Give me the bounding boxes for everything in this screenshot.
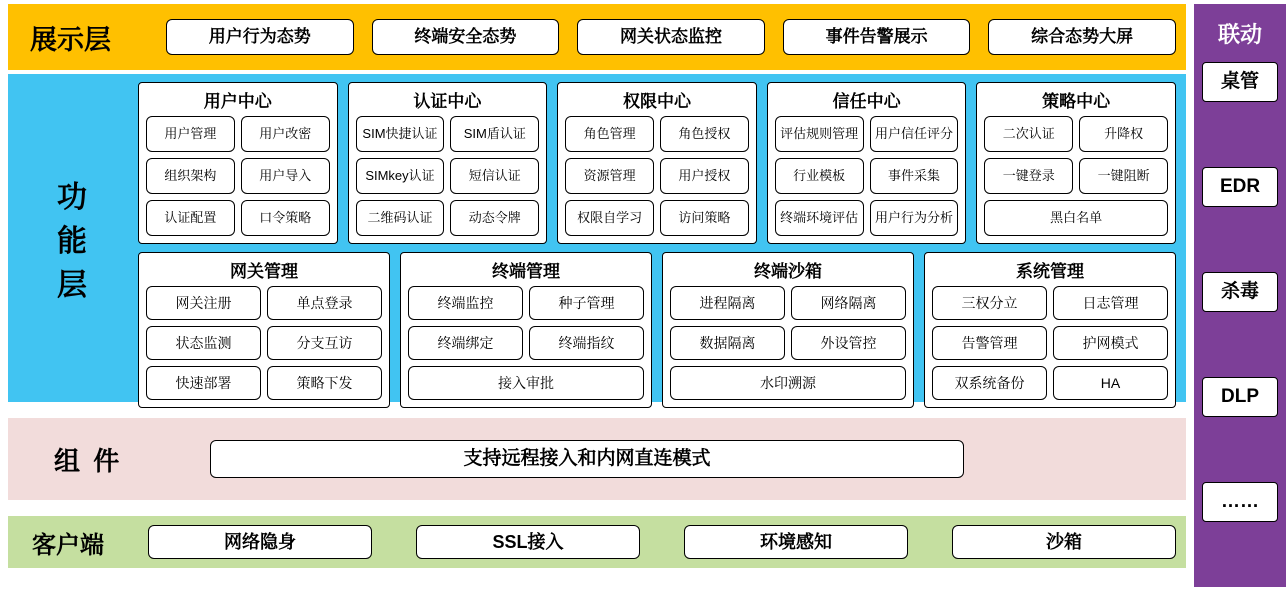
group-system-management (924, 252, 1176, 408)
group-item[interactable]: 分支互访 (267, 326, 382, 360)
group-user-center (138, 82, 338, 244)
component-mode-bar[interactable]: 支持远程接入和内网直连模式 (210, 440, 964, 478)
display-item[interactable]: 事件告警展示 (783, 19, 971, 55)
group-item[interactable]: 单点登录 (267, 286, 382, 320)
group-item[interactable]: 一键登录 (984, 158, 1073, 194)
group-item[interactable]: SIMkey认证 (356, 158, 445, 194)
group-item[interactable]: 外设管控 (791, 326, 906, 360)
group-item[interactable]: 日志管理 (1053, 286, 1168, 320)
group-item[interactable]: 一键阻断 (1079, 158, 1168, 194)
group-item[interactable]: 用户改密 (241, 116, 330, 152)
group-item[interactable]: 口令策略 (241, 200, 330, 236)
group-item[interactable]: 双系统备份 (932, 366, 1047, 400)
group-title: 信任中心 (832, 92, 901, 111)
group-item[interactable]: 角色授权 (660, 116, 749, 152)
group-items (775, 116, 959, 236)
group-item[interactable]: 网络隔离 (791, 286, 906, 320)
function-row-bottom (138, 252, 1176, 408)
linkage-column-title: 联动 (1217, 21, 1262, 47)
group-item[interactable]: 用户导入 (241, 158, 330, 194)
group-item[interactable]: 用户行为分析 (870, 200, 959, 236)
function-title-char: 层 (57, 269, 89, 302)
linkage-item-dlp[interactable]: DLP (1202, 377, 1278, 417)
group-title: 策略中心 (1042, 92, 1111, 111)
group-item[interactable]: 事件采集 (870, 158, 959, 194)
group-item[interactable]: 数据隔离 (670, 326, 785, 360)
component-layer (8, 418, 1186, 500)
group-title: 终端沙箱 (754, 262, 822, 281)
group-items (146, 286, 382, 400)
group-items (984, 116, 1168, 236)
display-item[interactable]: 用户行为态势 (166, 19, 354, 55)
function-layer (8, 74, 1186, 402)
linkage-item-more[interactable]: …… (1202, 482, 1278, 522)
group-item[interactable]: 用户信任评分 (870, 116, 959, 152)
group-trust-center (767, 82, 967, 244)
client-item[interactable]: 网络隐身 (148, 525, 372, 559)
linkage-item-desktop-management[interactable]: 桌管 (1202, 62, 1278, 102)
component-layer-title: 组 件 (54, 445, 123, 476)
group-item[interactable]: 状态监测 (146, 326, 261, 360)
group-items (670, 286, 906, 400)
function-row-top (138, 82, 1176, 244)
group-item[interactable]: 权限自学习 (565, 200, 654, 236)
group-item[interactable]: 接入审批 (408, 366, 644, 400)
display-item[interactable]: 终端安全态势 (372, 19, 560, 55)
group-items (932, 286, 1168, 400)
main-column (8, 4, 1186, 587)
client-layer-title: 客户端 (32, 531, 104, 559)
group-terminal-management (400, 252, 652, 408)
linkage-column (1194, 4, 1286, 587)
group-policy-center (976, 82, 1176, 244)
group-item[interactable]: SIM快捷认证 (356, 116, 445, 152)
group-item[interactable]: 黑白名单 (984, 200, 1168, 236)
group-item[interactable]: 水印溯源 (670, 366, 906, 400)
group-item[interactable]: 策略下发 (267, 366, 382, 400)
group-item[interactable]: 用户授权 (660, 158, 749, 194)
group-items (565, 116, 749, 236)
client-layer (8, 516, 1186, 568)
display-layer (8, 4, 1186, 70)
linkage-item-antivirus[interactable]: 杀毒 (1202, 272, 1278, 312)
group-item[interactable]: 组织架构 (146, 158, 235, 194)
group-item[interactable]: 快速部署 (146, 366, 261, 400)
group-item[interactable]: 短信认证 (450, 158, 539, 194)
group-item[interactable]: SIM盾认证 (450, 116, 539, 152)
client-item[interactable]: 环境感知 (684, 525, 908, 559)
group-items (408, 286, 644, 400)
group-item[interactable]: 终端指纹 (529, 326, 644, 360)
function-layer-body (138, 82, 1176, 394)
client-layer-items (148, 525, 1176, 559)
group-item[interactable]: 种子管理 (529, 286, 644, 320)
group-item[interactable]: 用户管理 (146, 116, 235, 152)
function-title-char: 能 (57, 225, 89, 258)
group-item[interactable]: 行业模板 (775, 158, 864, 194)
group-item[interactable]: 终端环境评估 (775, 200, 864, 236)
group-item[interactable]: 二维码认证 (356, 200, 445, 236)
group-item[interactable]: 资源管理 (565, 158, 654, 194)
function-layer-title (8, 82, 138, 394)
display-layer-title: 展示层 (30, 24, 111, 55)
group-title: 终端管理 (492, 262, 560, 281)
group-item[interactable]: 三权分立 (932, 286, 1047, 320)
group-items (356, 116, 540, 236)
group-item[interactable]: 评估规则管理 (775, 116, 864, 152)
group-title: 系统管理 (1016, 262, 1084, 281)
group-item[interactable]: 升降权 (1079, 116, 1168, 152)
client-item[interactable]: SSL接入 (416, 525, 640, 559)
group-item[interactable]: 终端绑定 (408, 326, 523, 360)
group-item[interactable]: 访问策略 (660, 200, 749, 236)
display-item[interactable]: 综合态势大屏 (988, 19, 1176, 55)
group-title: 网关管理 (230, 262, 298, 281)
group-item[interactable]: 动态令牌 (450, 200, 539, 236)
group-item[interactable]: 告警管理 (932, 326, 1047, 360)
group-item[interactable]: 网关注册 (146, 286, 261, 320)
group-item[interactable]: HA (1053, 366, 1168, 400)
group-items (146, 116, 330, 236)
group-item[interactable]: 护网模式 (1053, 326, 1168, 360)
display-item[interactable]: 网关状态监控 (577, 19, 765, 55)
group-item[interactable]: 认证配置 (146, 200, 235, 236)
client-item[interactable]: 沙箱 (952, 525, 1176, 559)
linkage-item-edr[interactable]: EDR (1202, 167, 1278, 207)
group-item[interactable]: 终端监控 (408, 286, 523, 320)
group-permission-center (557, 82, 757, 244)
group-terminal-sandbox (662, 252, 914, 408)
group-item[interactable]: 二次认证 (984, 116, 1073, 152)
group-gateway-management (138, 252, 390, 408)
group-title: 用户中心 (203, 92, 272, 111)
display-layer-items (166, 19, 1176, 55)
group-title: 认证中心 (413, 92, 482, 111)
group-title: 权限中心 (622, 92, 691, 111)
group-item[interactable]: 角色管理 (565, 116, 654, 152)
group-auth-center (348, 82, 548, 244)
function-title-char: 功 (57, 181, 89, 214)
group-item[interactable]: 进程隔离 (670, 286, 785, 320)
